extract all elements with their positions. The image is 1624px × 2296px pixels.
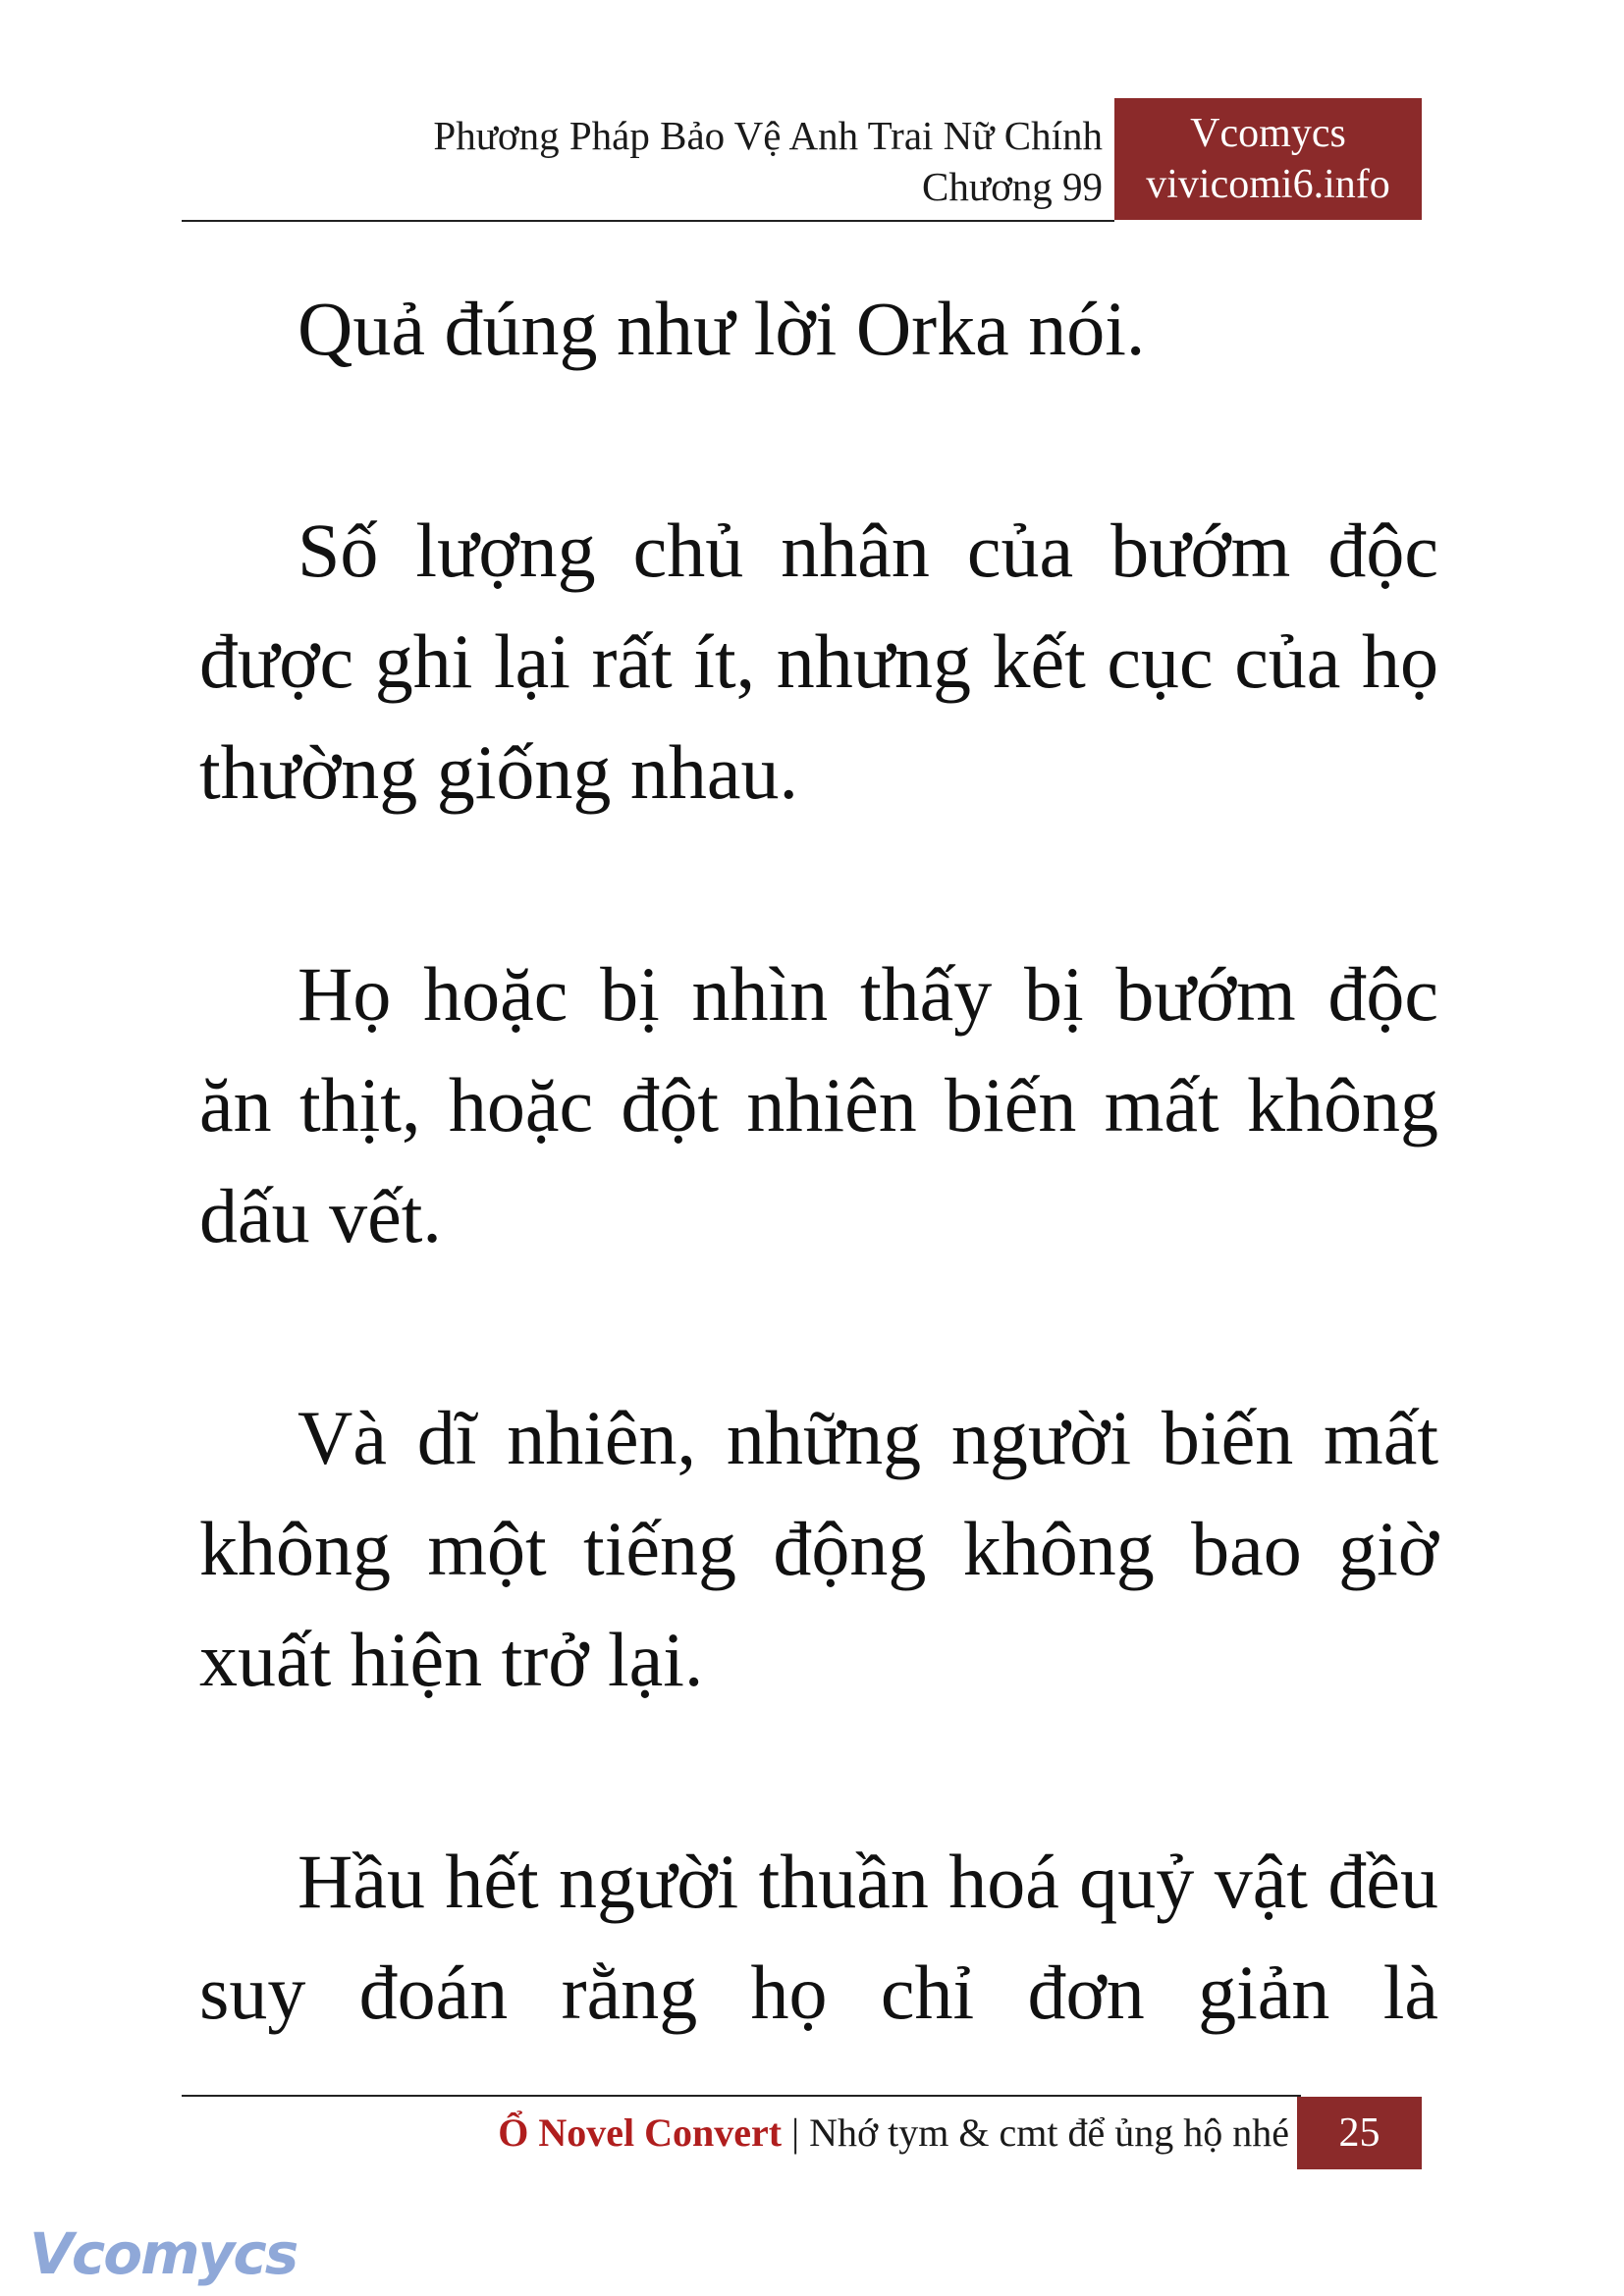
book-title: Phương Pháp Bảo Vệ Anh Trai Nữ Chính (433, 113, 1103, 158)
footer-text (498, 2107, 1289, 2160)
paragraph: Số lượng chủ nhân của bướm độc được ghi lại rất ít, nhưng kết cục của họ thường giống nhau. (199, 507, 1438, 815)
chapter-body (199, 273, 1438, 2159)
footer-separator: | (782, 2110, 810, 2155)
site-name: Vcomycs (1190, 111, 1346, 156)
footer-brand: Ổ Novel Convert (498, 2110, 783, 2155)
paragraph: Và dĩ nhiên, những người biến mất không một tiếng động không bao giờ xuất hiện trở lại. (199, 1395, 1438, 1702)
page-footer (182, 2097, 1422, 2169)
site-url: vivicomi6.info (1146, 162, 1390, 207)
page-header (182, 98, 1422, 220)
header-divider (182, 220, 1114, 222)
watermark-logo: Vcomycs (29, 2220, 298, 2287)
paragraph: Quả đúng như lời Orka nói. (298, 286, 1146, 371)
paragraph: Họ hoặc bị nhìn thấy bị bướm độc ăn thịt, hoặc đột nhiên biến mất không dấu vết. (199, 951, 1438, 1258)
paragraph: Hầu hết người thuần hoá quỷ vật đều suy đoán rằng họ chỉ đơn giản là (199, 1839, 1438, 2035)
chapter-label: Chương 99 (922, 164, 1103, 209)
site-badge (1114, 98, 1422, 220)
footer-message: Nhớ tym & cmt để ủng hộ nhé (809, 2110, 1289, 2155)
page-number: 25 (1297, 2097, 1422, 2169)
header-text (433, 110, 1103, 212)
